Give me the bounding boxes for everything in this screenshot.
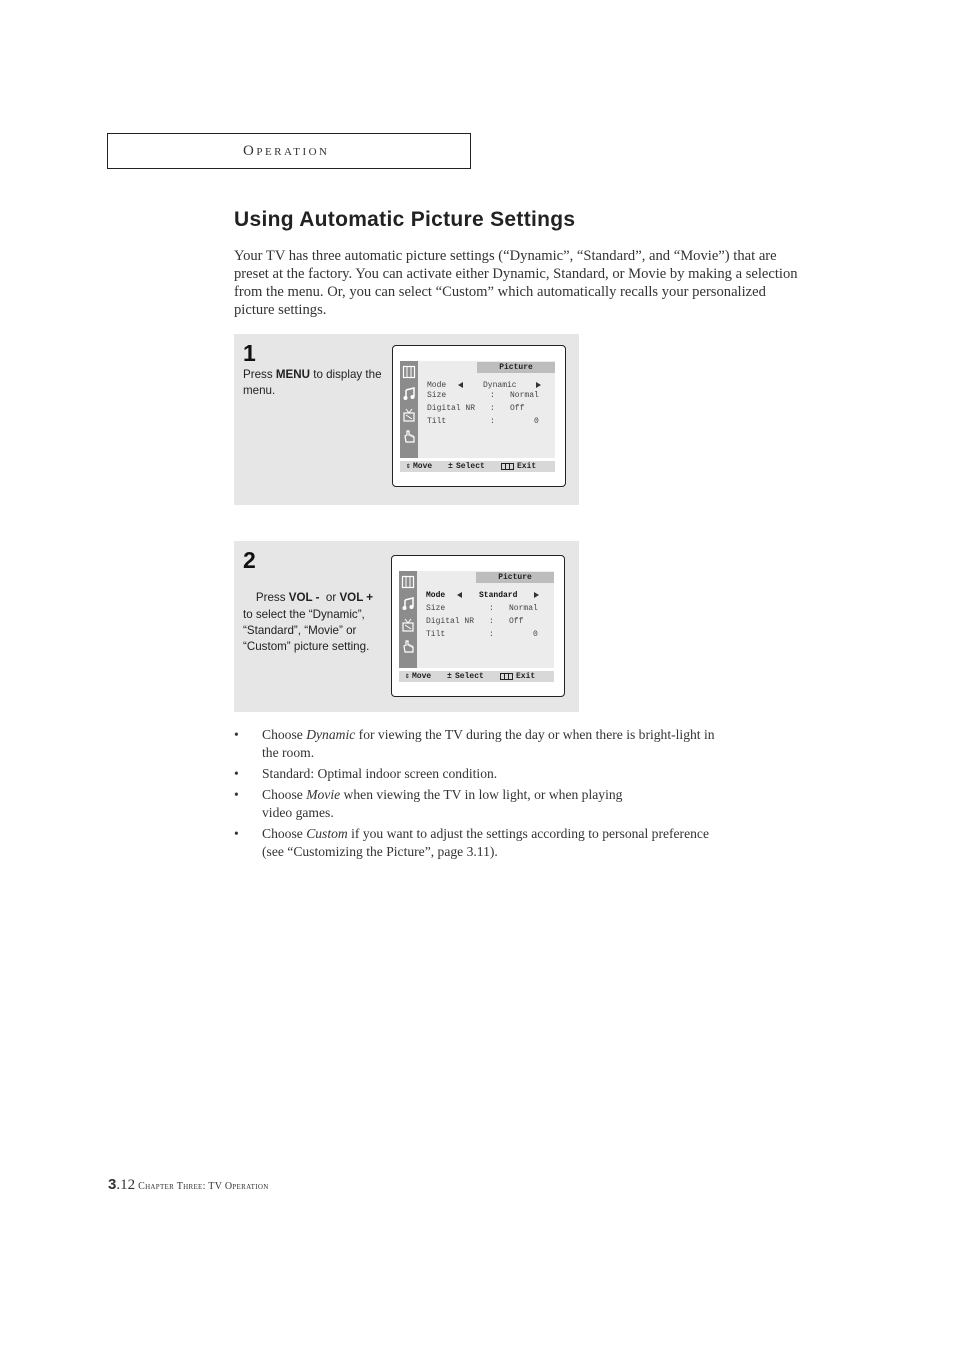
osd-footer-bar: ⇕ Move ± Select Exit [399,671,554,682]
bullet-icon: • [234,766,239,781]
menu-icon [501,463,514,470]
picture-icon [402,365,416,379]
right-arrow-icon [536,382,541,388]
chapter-label: Chapter Three: TV Operation [138,1181,269,1192]
list-item: • Choose Custom if you want to adjust the settings according to personal preference (see “Customizing the Picture”, page 3.11). [234,826,709,859]
step-2-osd-screen: Picture Mode Standard Size : Normal Digital NR : Off Tilt : 0 ⇕ Move ± Select Exit [391,555,565,697]
list-item: • Standard: Optimal indoor screen condition. [234,766,498,781]
setup-hand-icon [402,429,416,443]
up-down-arrow-icon: ⇕ [405,672,410,681]
sound-icon [402,387,416,401]
channel-icon [401,618,415,632]
bullet-icon: • [234,826,239,841]
sound-icon [401,597,415,611]
page-number-minor: .12 [116,1177,136,1193]
step-1-panel [234,334,579,505]
setup-hand-icon [401,639,415,653]
step-2-number: 2 [243,547,256,573]
osd-category-bar [400,361,418,458]
osd-category-bar [399,571,417,668]
left-arrow-icon [458,382,463,388]
vol-minus-key-label: VOL - [288,591,320,605]
step-1-number: 1 [243,340,256,366]
section-header-box [107,133,471,169]
plus-minus-icon: ± [448,462,453,471]
section-header-label: Operation [243,143,330,159]
bullet-icon: • [234,787,239,802]
list-item: • Choose Dynamic for viewing the TV during the day or when there is bright-light in the room. [234,727,715,760]
osd-footer-bar: ⇕ Move ± Select Exit [400,461,555,472]
up-down-arrow-icon: ⇕ [406,462,411,471]
step-2-instructions: Press VOL - or VOL + to select the “Dynamic”, “Standard”, “Movie” or “Custom” picture setting. [243,591,377,654]
intro-paragraph: Your TV has three automatic picture settings (“Dynamic”, “Standard”, and “Movie”) that are preset at the factory. You can activate either Dynamic, Standard, or Movie by making a selection from the menu. Or, you can select “Custom” which automatically recalls your personalized picture settings. [234,248,798,318]
channel-icon [402,408,416,422]
osd-menu-title: Picture [477,362,555,373]
list-item: • Choose Movie when viewing the TV in low light, or when playing video games. [234,787,623,820]
step-1-osd-screen: Picture Mode Dynamic Size : Normal Digital NR : Off Tilt : 0 ⇕ Move ± Select Exit [392,345,566,487]
vol-plus-key-label: VOL + [339,591,374,605]
page-title: Using Automatic Picture Settings [234,208,576,231]
step-2-panel [234,541,579,712]
page-footer [108,1176,269,1194]
left-arrow-icon [457,592,462,598]
picture-icon [401,575,415,589]
menu-icon [500,673,513,680]
menu-key-label: MENU [275,368,310,381]
plus-minus-icon: ± [447,672,452,681]
bullet-icon: • [234,727,239,742]
right-arrow-icon [534,592,539,598]
osd-menu-title: Picture [476,572,554,583]
step-1-instructions: Press MENU to display the menu. [243,368,382,398]
page-number-major: 3 [108,1176,117,1193]
mode-notes-list [234,726,734,864]
